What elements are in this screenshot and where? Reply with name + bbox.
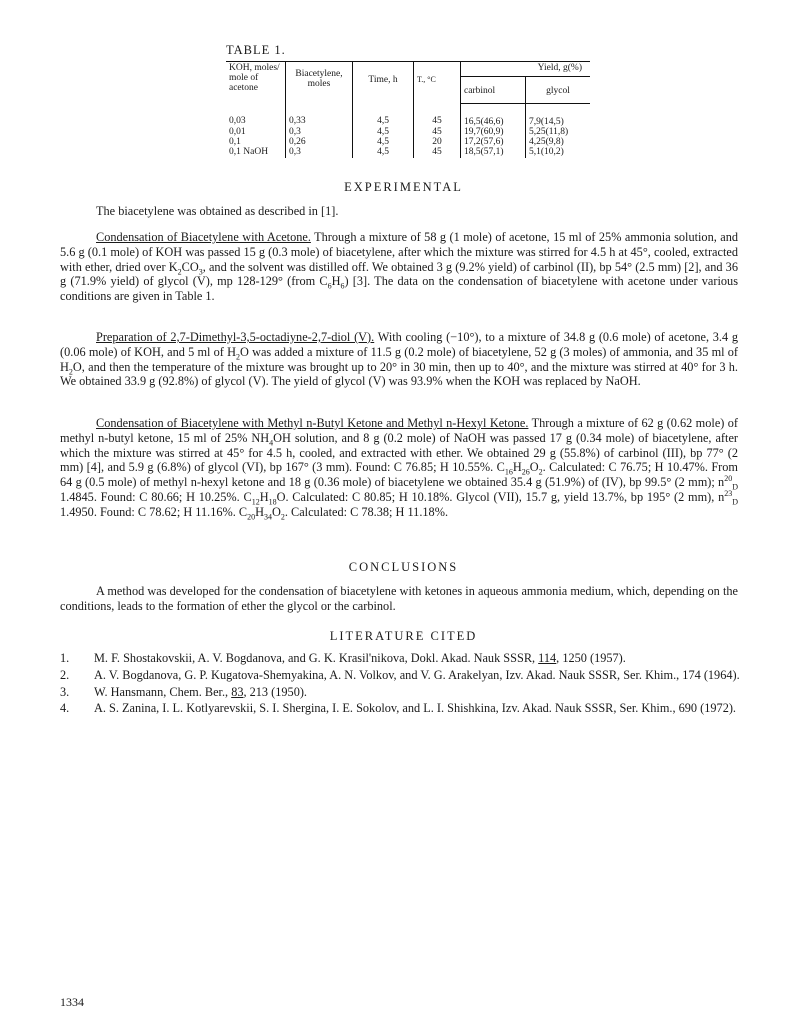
experimental-intro: The biacetylene was obtained as described in [1]. xyxy=(96,204,339,218)
literature-heading: LITERATURE CITED xyxy=(329,629,478,643)
paragraph-title: Condensation of Biacetylene with Methyl n-Butyl Ketone and Methyl n-Hexyl Ketone. xyxy=(96,416,529,430)
conclusions-text: A method was developed for the condensation of biacetylene with ketones in aqueous ammonia medium, which, depending on the conditions, leads to the formation of ether the glycol or the carbinol. xyxy=(60,584,738,613)
header-carbinol: carbinol xyxy=(461,76,526,103)
table-row: 0,1 0,26 4,5 20 17,2(57,6) 4,25(9,8) xyxy=(226,138,590,148)
reference-list xyxy=(60,651,750,718)
conclusions-heading: CONCLUSIONS xyxy=(348,560,459,574)
reference-item: 3. W. Hansmann, Chem. Ber., 83, 213 (1950). xyxy=(60,684,308,699)
header-biacetylene: Biacetylene, moles xyxy=(286,62,353,104)
header-time: Time, h xyxy=(353,62,414,104)
header-koh: KOH, moles/ mole of acetone xyxy=(226,62,286,104)
table-row: 0,03 0,33 4,5 45 16,5(46,6) 7,9(14,5) xyxy=(226,103,590,127)
paragraph-condensation-acetone: Condensation of Biacetylene with Acetone. Through a mixture of 58 g (1 mole) of acetone, 15 ml of 25% ammonia solution, and 5.6 g (0.1 mole) of KOH was passed 15 g (0.3 mole) of biacetylene, after which the mixture was stirred for 4.5 h at 45°, cooled, extracted with ether, dried over $K_2CO_3$, and the solvent was distilled off. We obtained 3 g (9.2% yield) of carbinol (II), bp 54° (2.5 mm) [2], and 36 g (71.9% yield) of glycol (V), mp 128-129° (from $C_6H_6$) [3]. The data on the condensation of biacetylene with acetone under various conditions are given in Table 1. xyxy=(60,230,738,304)
header-yield: Yield, g(%) xyxy=(461,62,591,77)
paragraph-condensation-ketones: Condensation of Biacetylene with Methyl n-Butyl Ketone and Methyl n-Hexyl Ketone. Through a mixture of 62 g (0.62 mole) of methyl n-butyl ketone, 15 ml of 25% $NH_4OH$ solution, and 8 g (0.2 mole) of NaOH was passed 17 g (0.34 mole) of biacetylene, after which the mixture was stirred at 45° for 4.5 h, cooled, and extracted with ether. We obtained 29 g (55.8%) of carbinol (III), bp 77° (2 mm) [4], and 5.9 g (6.8%) of glycol (VI), bp 167° (3 mm). Found: C 76.85; H 10.55%. $C_{16}H_{26}O_2$. Calculated: C 76.75; H 10.47%. From 64 g (0.5 mole) of methyl n-hexyl ketone and 18 g (0.36 mole) of biacetylene we obtained 35.4 g (51.9%) of (IV), bp 99.5° (2 mm); $n^{20}_D$ 1.4845. Found: C 80.66; H 10.25%. $C_{12}H_{18}O$. Calculated: C 80.85; H 10.18%. Glycol (VII), 15.7 g, yield 13.7%, bp 195° (2 mm), $n^{23}_D$ 1.4950. Found: C 78.62; H 11.16%. $C_{20}H_{34}O_2$. Calculated: C 78.38; H 11.18%. xyxy=(60,416,739,522)
paragraph-preparation-glycol: Preparation of 2,7-Dimethyl-3,5-octadiyne-2,7-diol (V). With cooling (−10°), to a mixture of 34.8 g (0.6 mole) of acetone, 3.4 g (0.06 mole) of KOH, and 5 ml of $H_2O$ was added a mixture of 11.5 g (0.2 mole) of biacetylene, 52 g (3 moles) of ammonia, and 35 ml of $H_2O$, and then the temperature of the mixture was brought up to 20° in 30 min, then up to 40°, and the mixture was stirred at 40° for 3 h. We obtained 33.9 g (92.8%) of glycol (V). The yield of glycol (V) was 93.9% when the KOH was replaced by NaOH. xyxy=(60,330,739,389)
reference-item: 1. M. F. Shostakovskii, A. V. Bogdanova, and G. K. Krasil'nikova, Dokl. Akad. Nauk SSSR, 114, 1250 (1957). xyxy=(60,651,626,665)
reference-item: 4. A. S. Zanina, I. L. Kotlyarevskii, S. I. Shergina, I. E. Sokolov, and L. I. Shishkina, Izv. Akad. Nauk SSSR, Ser. Khim., 690 (1972). xyxy=(60,701,737,716)
table-row: 0,1 NaOH 0,3 4,5 45 18,5(57,1) 5,1(10,2) xyxy=(226,148,590,158)
yield-table xyxy=(226,61,590,158)
table-caption: TABLE 1. xyxy=(226,43,286,57)
paragraph-title: Preparation of 2,7-Dimethyl-3,5-octadiyne-2,7-diol (V). xyxy=(96,330,375,344)
reference-item: 2. A. V. Bogdanova, G. P. Kugatova-Shemyakina, A. N. Volkov, and V. G. Arakelyan, Izv. Akad. Nauk SSSR, Ser. Khim., 174 (1964). xyxy=(60,667,740,682)
page-number: 1334 xyxy=(60,995,84,1009)
header-glycol: glycol xyxy=(526,76,591,103)
header-temp: T., °C xyxy=(414,62,461,104)
paragraph-title: Condensation of Biacetylene with Acetone. xyxy=(96,230,311,244)
table-row: 0,01 0,3 4,5 45 19,7(60,9) 5,25(11,8) xyxy=(226,128,590,138)
experimental-heading: EXPERIMENTAL xyxy=(344,180,463,194)
